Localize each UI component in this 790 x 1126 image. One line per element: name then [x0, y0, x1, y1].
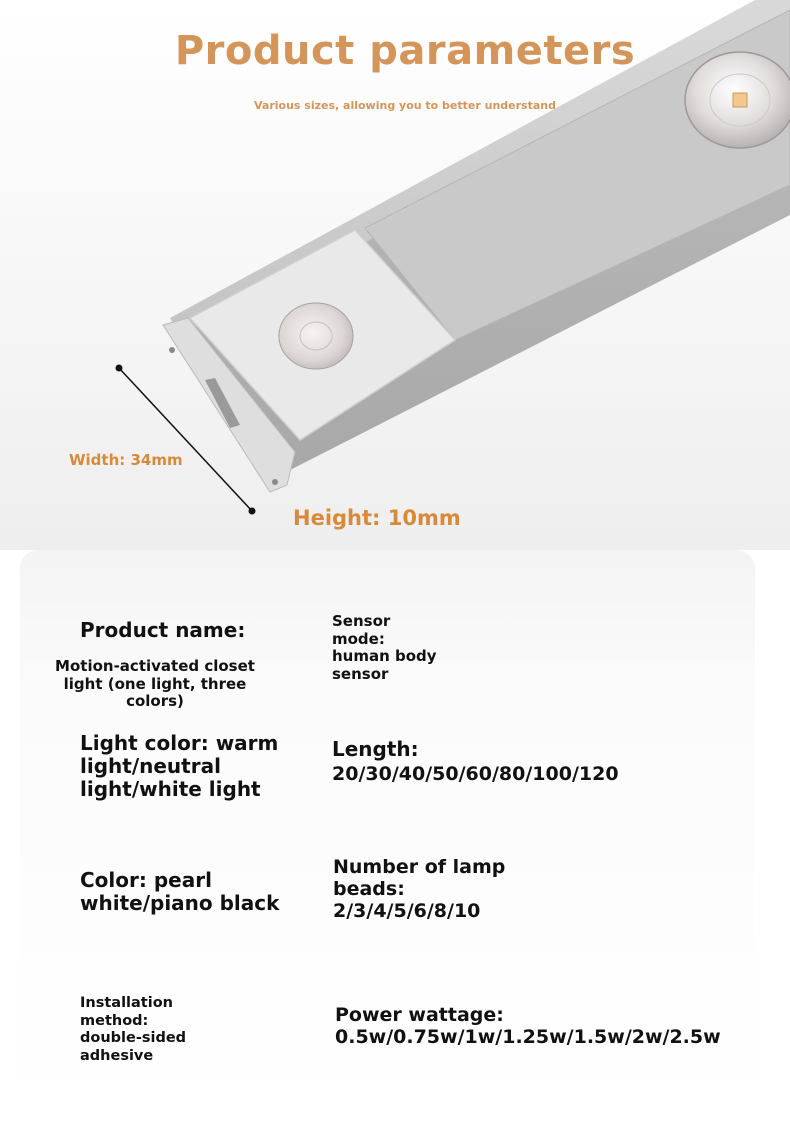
power-value: 0.5w/0.75w/1w/1.25w/1.5w/2w/2.5w — [335, 1026, 721, 1048]
height-dimension-label: Height: 10mm — [293, 506, 461, 530]
width-dimension-label: Width: 34mm — [69, 451, 183, 469]
sensor-mode-spec: Sensor mode: human body sensor — [332, 612, 437, 683]
light-color-spec: Light color: warm light/neutral light/white light — [80, 731, 279, 801]
product-hero — [0, 0, 790, 550]
lamp-beads-label: Number of lamp beads: — [333, 856, 506, 900]
product-name-value: Motion-activated closet light (one light, three colors) — [55, 657, 255, 710]
length-label: Length: — [332, 737, 419, 761]
page-title: Product parameters — [174, 28, 636, 74]
motion-sensor-dome — [279, 303, 353, 369]
product-name-label: Product name: — [80, 618, 246, 642]
installation-spec: Installation method: double-sided adhesive — [80, 995, 187, 1064]
power-label: Power wattage: — [335, 1004, 504, 1026]
length-value: 20/30/40/50/60/80/100/120 — [332, 763, 619, 785]
lamp-beads-value: 2/3/4/5/6/8/10 — [333, 900, 481, 922]
color-spec: Color: pearl white/piano black — [80, 868, 280, 915]
page-subtitle: Various sizes, allowing you to better understand — [254, 99, 556, 112]
